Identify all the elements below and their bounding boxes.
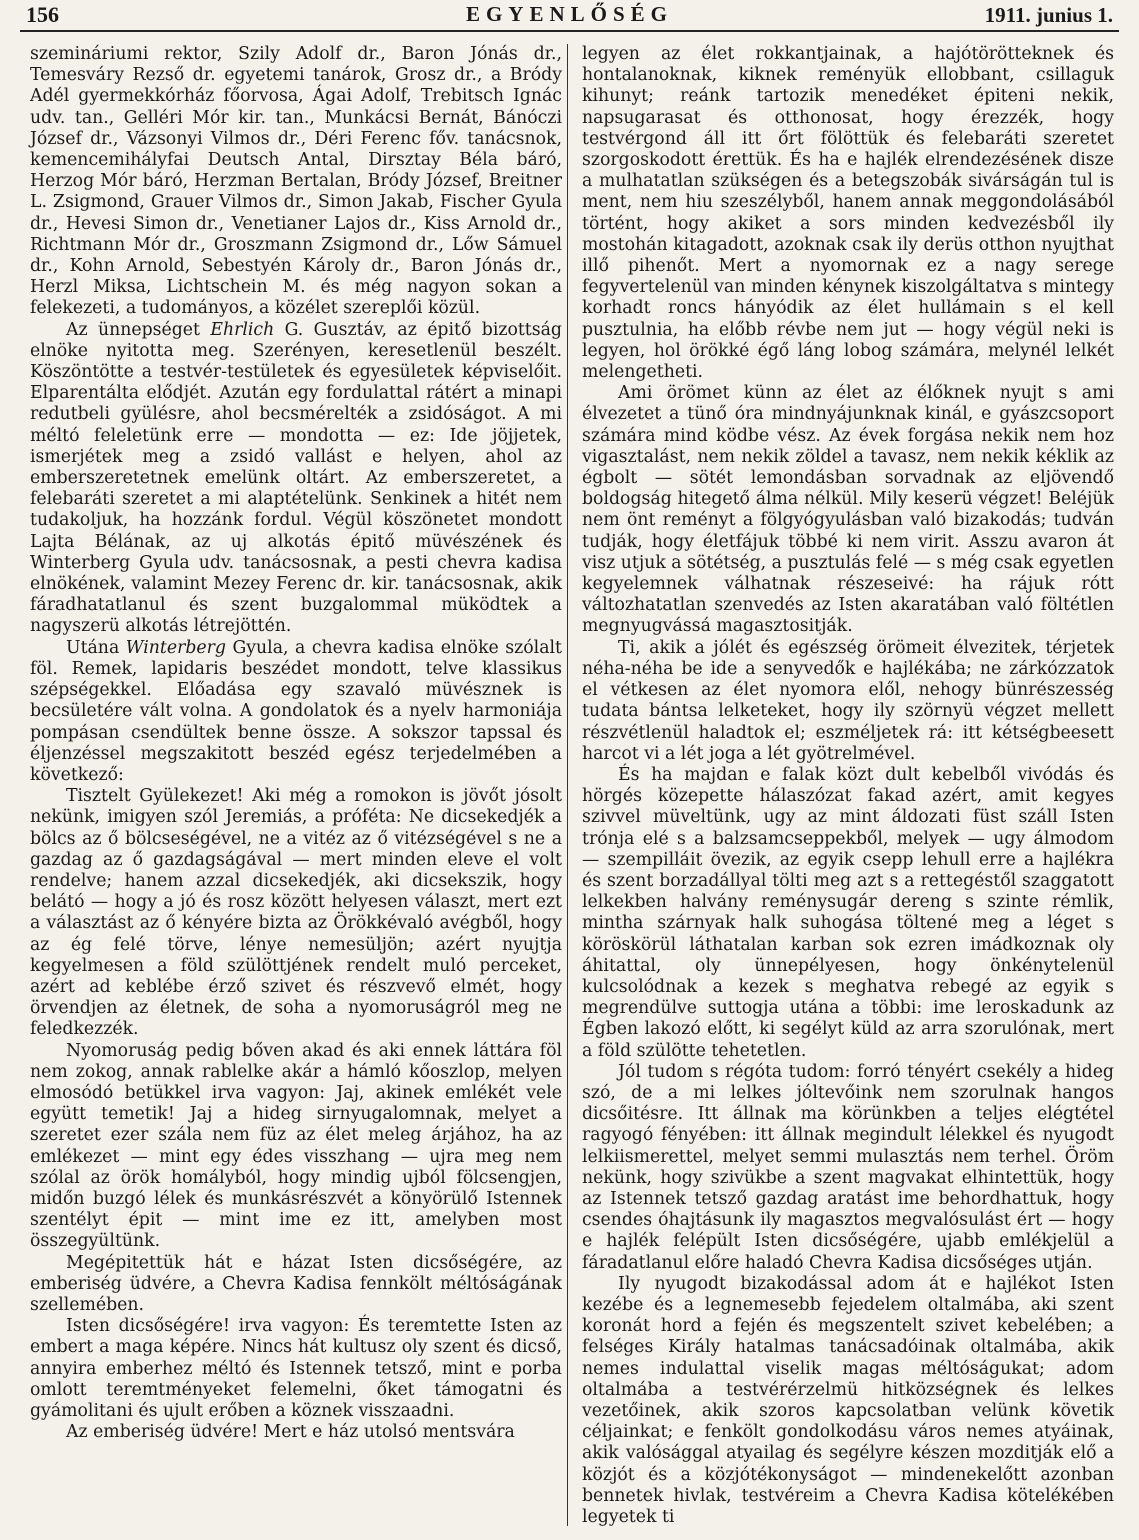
page-header [20, 0, 1119, 32]
text-run: Gyula, a chevra kadisa elnöke szólalt föl. Remek, lapidaris beszédet mondott, telve klassikus szépségekkel. Előadása egy szavaló müvésznek is becsületére vált volna. A gondolatok és a nyelv harmoniája pompásan csendültek benne össze. A sokszor tapssal és éljenzéssel megszakitott beszéd egész terjedelmében a következő: [30, 637, 562, 785]
paragraph [582, 638, 1114, 765]
page-number: 156 [26, 2, 59, 27]
paragraph [30, 320, 562, 638]
text-run: G. Gusztáv, az épitő bizottság elnöke nyitotta meg. Szerényen, keresetlenül beszélt. Köszöntötte a testvér-testületek és egyesületek képviselőit. Elparentálta elődjét. Azután egy fordulattal rátért a minapi redutbeli gyülésre, ahol becsmérelték a zsidóságot. A mi méltó feleletünk erre — mondotta — ez: Ide jöjjetek, ismerjétek meg a zsidó vallást e helyen, ahol az emberszeretetnek emelünk oltárt. Az emberszeretet, a felebaráti szeretet a mi alaptételünk. Senkinek a hitét nem tudakoljuk, ha hozzánk fordul. Végül köszönetet mondott Lajta Bélának, az uj alkotás épitő müvészének és Winterberg Gyula udv. tanácsosnak, a pesti chevra kadisa elnökének, valamint Mezey Ferenc dr. kir. tanácsosnak, akik fáradhatatlanul és szent buzgalommal müködtek a nagyszerü alkotás létrejöttén. [30, 319, 562, 637]
paragraph [582, 1274, 1114, 1528]
paragraph [30, 1316, 562, 1422]
text-run: Megépitettük hát e házat Isten dicsőségére, az emberiség üdvére, a Chevra Kadisa fennkölt méltóságának szellemében. [30, 1252, 562, 1315]
paragraph [30, 1422, 562, 1443]
left-column [30, 44, 562, 1443]
publication-title: EGYENLŐSÉG [465, 2, 674, 26]
text-run: Az emberiség üdvére! Mert e ház utolsó mentsvára [66, 1422, 515, 1443]
text-run: És ha majdan e falak közt dult kebelből vivódás és hörgés közepette hálaszózat fakad azért, amit kegyes szivvel müveltünk, ugy az mint áldozati füst száll Isten trónja elé s a balzsamcseppekből, melyek — ugy álmodom — szempilláit övezik, az egyik csepp lehull erre a hajlékra és szent borzadállyal tölti meg azt s a rettegéstől szaggatott lelkekben halvány reménysugár dereng s szinte rémlik, mintha szárnyak halk suhogása töltené meg a léget s köröskörül láthatalan karban sok ezren imádkoznak oly áhitattal, oly ünnepélyesen, hogy önkénytelenül kulcsolódnak a kezek s meghatva rebegé az egyik s megrendülve suttogja utána a többi: ime leroskadunk az Égben lakozó előtt, ki segélyt küld az arra szorulónak, mert a föld szülötte tehetetlen. [582, 764, 1114, 1061]
emphasized-name: Winterberg [125, 637, 226, 658]
paragraph [582, 1062, 1114, 1274]
column-divider [567, 44, 568, 1526]
text-run: Nyomoruság pedig bőven akad és aki ennek láttára föl nem zokog, annak rablelke akár a hámló kőoszlop, melyen elmosódó betükkel irva vagyon: Jaj, akinek emlékét vele együtt temetik! Jaj a hideg sirnyugalomnak, melyet a szeretet ezer szála nem füz az élet meleg árjához, ha az emlékezet — mint egy édes visszhang — ujra meg nem szólal az örök homályból, hogy mindig ujból fölcsengjen, midőn buzgó lélek és munkásrészvét a könyörülő Istennek szentélyt épit — mint ime ez itt, amelyben most összegyültünk. [30, 1040, 562, 1252]
paragraph [582, 383, 1114, 637]
paragraph [30, 1253, 562, 1317]
paragraph [30, 1041, 562, 1253]
text-run: Jól tudom s régóta tudom: forró tényért csekély a hideg szó, de a mi lelkes jóltevőink nem szorulnak hangos dicsőitésre. Itt állnak ma körünkben a teljes elégtétel ragyogó fényében: itt állnak megindult lélekkel és nyugodt lelkiismerettel, melyet semmi mulasztás nem terhel. Öröm nekünk, hogy szivükbe a szent magvakat elhintettük, hogy az Istennek tetsző gazdag aratást ime behordhattuk, hogy csendes óhajtásunk ily magasztos megvalósulást ért — hogy e hajlék felépült Isten dicsőségére, ujabb emlékjelül a fáradatlanul előre haladó Chevra Kadisa dicsőséges utján. [582, 1061, 1114, 1273]
text-run: Tisztelt Gyülekezet! Aki még a romokon is jövőt jósolt nekünk, imigyen szól Jeremiás, a próféta: Ne dicsekedjék a bölcs az ő bölcseségével, ne a vitéz az ő vitézségével s ne a gazdag az ő gazdagságával — mert minden eleve el volt rendelve; hanem azzal dicsekedjék, aki dicsekszik, hogy belátó — hogy a jó és rosz között helyesen választ, mert ezt a választást az ő kényére bizta az Örökkévaló avégből, hogy az ég felé törve, lénye nemesüljön; azért nyujtja kegyelmesen a föld szülöttjének rendelt muló perceket, azért ad keblébe érző szivet és részvevő elmét, hogy örvendjen az életnek, de soha a nyomoruságról meg ne feledkezzék. [30, 786, 562, 1040]
paragraph [30, 638, 562, 786]
paragraph [30, 44, 562, 320]
text-run: Az ünnepséget [66, 319, 211, 340]
issue-date: 1911. junius 1. [984, 3, 1113, 27]
paragraph [30, 786, 562, 1040]
emphasized-name: Ehrlich [210, 319, 275, 340]
text-run: legyen az élet rokkantjainak, a hajótörötteknek és hontalanoknak, kiknek reményük ellobbant, csillaguk kihunyt; reánk tartozik menedéket épiteni nekik, napsugarasat és otthonosat, hogy érezzék, hogy testvérgond áll itt őrt fölöttük és felebaráti szeretet szorgoskodott érettük. És ha e hajlék elrendezésének disze a mulhatatlan szükségen és a betegszobák sivárságán tul is ment, nem hiu szeszélyből, hanem annak meggondolásából történt, hogy akiket a sors minden kedvezésből ily mostohán kitagadott, azoknak csak ily derüs otthon nyujthat illő pihenőt. Mert a nyomornak ez a nagy serege fegyvertelenül van minden kénynek kiszolgáltatva s mintegy korhadt roncs hányódik az élet hullámain s el kell pusztulnia, ha előbb révbe nem jut — hogy végül neki is legyen, hol örökké égő láng lobog számára, melynél lelkét melengetheti. [582, 44, 1114, 383]
text-run: Isten dicsőségére! irva vagyon: És teremtette Isten az embert a maga képére. Nincs hát kultusz oly szent és dicső, annyira emberhez méltó és Istennek tetsző, mint e porba omlott teremtményeket felemelni, őket támogatni és gyámolitani és ujult erőben a köznek visszaadni. [30, 1316, 562, 1421]
text-run: szemináriumi rektor, Szily Adolf dr., Baron Jónás dr., Temesváry Rezső dr. egyetemi tanárok, Grosz dr., a Bródy Adél gyermekkórház főorvosa, Ágai Adolf, Trebitsch Ignác udv. tan., Gelléri Mór kir. tan., Munkácsi Bernát, Bánóczi József dr., Vázsonyi Vilmos dr., Déri Ferenc főv. tanácsnok, kemencemihályfai Deutsch Antal, Dirsztay Béla báró, Herzog Mór báró, Herzman Bertalan, Bródy József, Breitner L. Zsigmond, Grauer Vilmos dr., Simon Jakab, Fischer Gyula dr., Hevesi Simon dr., Venetianer Lajos dr., Kiss Arnold dr., Richtmann Mór dr., Groszmann Zsigmond dr., Lőw Sámuel dr., Kohn Arnold, Sebestyén Károly dr., Baron Jónás dr., Herzl Miksa, Lichtschein M. és még nagyon sokan a felekezeti, a tudományos, a közélet szereplői közül. [30, 44, 562, 319]
right-column [582, 44, 1114, 1528]
paragraph [582, 765, 1114, 1062]
text-run: Utána [66, 637, 126, 658]
text-run: Ily nyugodt bizakodással adom át e hajlékot Isten kezébe és a legnemesebb fejedelem oltalmába, aki szent koronát hord a fején és megszentelt szivet kebelében; a felséges Király hatalmas tanácsadóinak oltalmába, akik nemes indulattal viselik magas méltóságukat; adom oltalmába a testvérérzelmü hitközségnek és lelkes vezetőinek, akik szoros kapcsolatban velünk követik céljainkat; e fenkölt gondolkodásu város nemes atyáinak, akik valósággal atyailag és segélyre készen mozditják elő a közjót és a közjótékonyságot — mindenekelőtt azonban bennetek hivlak, testvéreim a Chevra Kadisa kötelékében legyetek ti [582, 1273, 1114, 1528]
paragraph [582, 44, 1114, 383]
text-run: Ti, akik a jólét és egészség örömeit élvezitek, térjetek néha-néha be ide a senyvedők e hajlékába; ne zárkózzatok el vétkesen az élet nyomora elől, nehogy bünrészesség tudata bántsa lelketeket, hogy ily szörnyü végzet mellett részvétlenül haladtok el; eszméljetek rá: itt kétségbeesett harcot vi a lét joga a lét gyötrelmével. [582, 637, 1114, 764]
text-run: Ami örömet künn az élet az élőknek nyujt s ami élvezetet a tünő óra mindnyájunknak kinál, e gyászcsoport számára mind ködbe vész. Az évek forgása nekik nem hoz vigasztalást, nem nekik zöldel a tavasz, nem nekik kéklik az égbolt — sötét lemondásban sorvadnak az eljövendő boldogság hitegető álma nélkül. Mily keserü végzet! Beléjük nem önt reményt a fölgyógyulásban való bizakodás; tudván tudják, hogy életfájuk többé ki nem virit. Asszu avaron át visz utjuk a sötétség, a pusztulás felé — s még csak egyetlen kegyelemnek válhatnak részeseivé: ha rájuk rótt változhatatlan szenvedés az Isten akaratában való föltétlen megnyugvássá magasztositják. [582, 383, 1114, 637]
